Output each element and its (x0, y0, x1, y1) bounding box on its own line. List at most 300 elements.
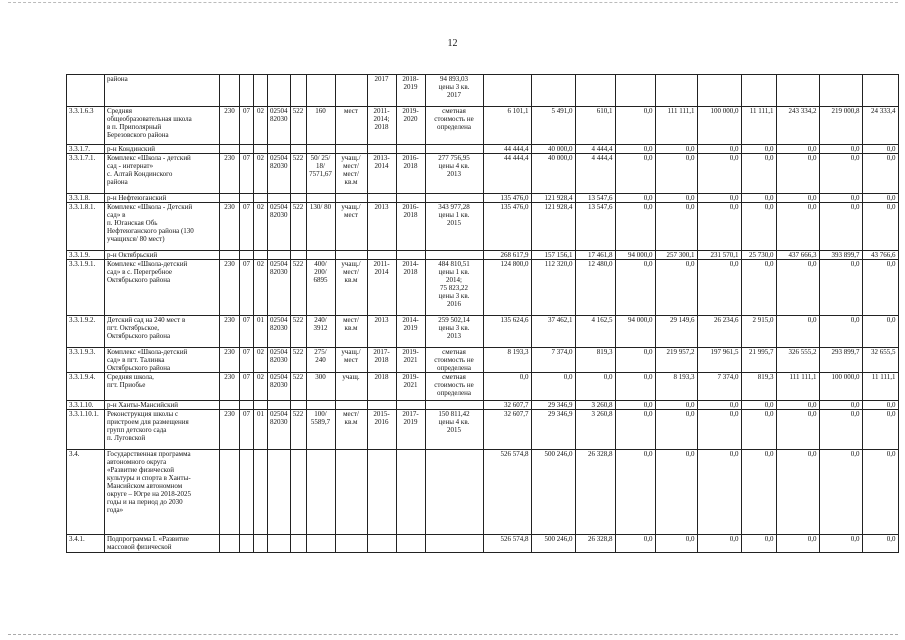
table-row (67, 107, 899, 145)
table-frame (66, 74, 899, 553)
cell-local-budget-2019: 0,0 (741, 535, 776, 553)
cell-district-budget-2018: 500 246,0 (531, 535, 575, 553)
cell-district-budget-2018: 40 000,0 (531, 145, 575, 154)
cell-total-2019: 0,0 (655, 154, 697, 194)
cell-target-article: 02504 82030 (268, 154, 291, 194)
cell-district-budget-2018: 40 000,0 (531, 154, 575, 194)
cell-row-number: 3.3.1.10. (67, 401, 105, 410)
cell-subsection-code (254, 75, 268, 107)
cell-district-budget-2018: 157 156,1 (531, 251, 575, 260)
cell-capacity-unit: мест (335, 107, 367, 145)
cell-total-2019: 111 111,1 (655, 107, 697, 145)
table-row (67, 260, 899, 316)
cell-total-2019: 0,0 (655, 260, 697, 316)
cell-construction-years: 2016- 2018 (396, 203, 425, 251)
cell-local-budget-2018: 17 461,8 (575, 251, 615, 260)
cell-district-budget-2019: 0,0 (697, 154, 741, 194)
cell-total-2020: 0,0 (776, 410, 819, 450)
cell-construction-years: 2014- 2019 (396, 316, 425, 348)
cell-construction-years (396, 145, 425, 154)
cell-district-budget-2020 (819, 75, 862, 107)
cell-grbs-code (220, 75, 240, 107)
cell-capacity (306, 535, 335, 553)
cell-section-code: 07 (240, 260, 254, 316)
cell-district-budget-2020: 0,0 (819, 203, 862, 251)
cell-expense-type (290, 450, 306, 535)
cell-capacity-unit: мест/ кв.м (335, 410, 367, 450)
cell-capacity: 100/ 5589,7 (306, 410, 335, 450)
cell-district-budget-2020: 293 899,7 (819, 348, 862, 373)
cell-total-2018: 44 444,4 (483, 145, 531, 154)
cell-local-budget-2018: 819,3 (575, 348, 615, 373)
table-row (67, 194, 899, 203)
cell-target-article: 02504 82030 (268, 348, 291, 373)
cell-expense-type: 522 (290, 154, 306, 194)
cell-target-article (268, 535, 291, 553)
cell-local-budget-2019: 0,0 (741, 450, 776, 535)
cell-row-number: 3.3.1.10.1. (67, 410, 105, 450)
cell-total-2018: 8 193,3 (483, 348, 531, 373)
cell-local-budget-2020: 32 655,5 (862, 348, 898, 373)
cell-grbs-code: 230 (220, 260, 240, 316)
cell-estimated-cost: 259 502,14 цены 3 кв. 2013 (425, 316, 483, 348)
cell-design-years: 2018 (367, 373, 396, 401)
cell-capacity (306, 251, 335, 260)
cell-construction-years (396, 251, 425, 260)
cell-other-2018: 0,0 (615, 410, 655, 450)
cell-total-2020 (776, 75, 819, 107)
cell-capacity-unit (335, 535, 367, 553)
cell-local-budget-2019: 11 111,1 (741, 107, 776, 145)
cell-target-article: 02504 82030 (268, 410, 291, 450)
cell-local-budget-2018: 0,0 (575, 373, 615, 401)
cell-design-years (367, 145, 396, 154)
cell-grbs-code (220, 535, 240, 553)
cell-capacity: 50/ 25/ 18/ 7571,67 (306, 154, 335, 194)
cell-district-budget-2019: 0,0 (697, 535, 741, 553)
cell-capacity: 130/ 80 (306, 203, 335, 251)
cell-capacity: 400/ 200/ 6895 (306, 260, 335, 316)
cell-subsection-code: 02 (254, 373, 268, 401)
page-number: 12 (447, 38, 458, 49)
cell-total-2018: 44 444,4 (483, 154, 531, 194)
cell-total-2020: 0,0 (776, 260, 819, 316)
cell-section-code (240, 75, 254, 107)
cell-total-2019: 0,0 (655, 203, 697, 251)
cell-expense-type: 522 (290, 316, 306, 348)
cell-design-years: 2013 (367, 203, 396, 251)
program-table (66, 74, 899, 553)
cell-expense-type: 522 (290, 410, 306, 450)
cell-design-years (367, 401, 396, 410)
cell-subsection-code: 02 (254, 260, 268, 316)
cell-subsection-code: 02 (254, 107, 268, 145)
cell-district-budget-2018: 500 246,0 (531, 450, 575, 535)
cell-target-article: 02504 82030 (268, 203, 291, 251)
cell-district-budget-2018: 37 462,1 (531, 316, 575, 348)
cell-total-2018: 135 476,0 (483, 203, 531, 251)
cell-design-years: 2017- 2018 (367, 348, 396, 373)
cell-other-2018: 0,0 (615, 194, 655, 203)
cell-object-name: р-н Нефтеюганский (105, 194, 220, 203)
cell-district-budget-2018 (531, 75, 575, 107)
cell-construction-years: 2019- 2020 (396, 107, 425, 145)
cell-total-2018: 135 624,6 (483, 316, 531, 348)
cell-subsection-code: 02 (254, 203, 268, 251)
cell-expense-type: 522 (290, 373, 306, 401)
table-row (67, 401, 899, 410)
cell-object-name: Реконструкция школы с пристроем для размещения групп детского сада п. Луговской (105, 410, 220, 450)
cell-estimated-cost (425, 145, 483, 154)
cell-grbs-code (220, 401, 240, 410)
cell-total-2019 (655, 75, 697, 107)
cell-district-budget-2018: 112 320,0 (531, 260, 575, 316)
cell-capacity (306, 75, 335, 107)
cell-total-2018: 135 476,0 (483, 194, 531, 203)
cell-design-years (367, 194, 396, 203)
cell-section-code: 07 (240, 107, 254, 145)
cell-local-budget-2020: 0,0 (862, 203, 898, 251)
cell-expense-type: 522 (290, 107, 306, 145)
cell-design-years: 2013- 2014 (367, 154, 396, 194)
cell-local-budget-2018: 3 260,8 (575, 401, 615, 410)
cell-total-2020: 0,0 (776, 316, 819, 348)
cell-total-2018: 32 607,7 (483, 401, 531, 410)
cell-total-2018: 6 101,1 (483, 107, 531, 145)
cell-district-budget-2018: 29 346,9 (531, 410, 575, 450)
cell-row-number: 3.4.1. (67, 535, 105, 553)
cell-total-2018 (483, 75, 531, 107)
cell-total-2020: 111 111,1 (776, 373, 819, 401)
cell-total-2018: 32 607,7 (483, 410, 531, 450)
cell-grbs-code (220, 194, 240, 203)
table-row (67, 75, 899, 107)
cell-section-code (240, 251, 254, 260)
cell-expense-type (290, 535, 306, 553)
cell-other-2018: 0,0 (615, 401, 655, 410)
cell-other-2018 (615, 75, 655, 107)
cell-estimated-cost (425, 194, 483, 203)
cell-total-2018: 268 617,9 (483, 251, 531, 260)
cell-grbs-code: 230 (220, 154, 240, 194)
cell-subsection-code: 02 (254, 348, 268, 373)
cell-local-budget-2020: 0,0 (862, 535, 898, 553)
cell-design-years: 2017 (367, 75, 396, 107)
cell-other-2018: 94 000,0 (615, 316, 655, 348)
cell-district-budget-2019: 0,0 (697, 410, 741, 450)
cell-capacity-unit: учащ./ мест/ мест/ кв.м (335, 154, 367, 194)
cell-grbs-code (220, 251, 240, 260)
cell-district-budget-2018: 121 928,4 (531, 203, 575, 251)
cell-expense-type: 522 (290, 260, 306, 316)
cell-construction-years: 2019- 2021 (396, 373, 425, 401)
cell-district-budget-2020: 0,0 (819, 260, 862, 316)
cell-district-budget-2019: 26 234,6 (697, 316, 741, 348)
cell-grbs-code: 230 (220, 316, 240, 348)
cell-row-number: 3.4. (67, 450, 105, 535)
cell-local-budget-2020: 24 333,4 (862, 107, 898, 145)
cell-other-2018: 94 000,0 (615, 251, 655, 260)
cell-expense-type: 522 (290, 203, 306, 251)
cell-estimated-cost: сметная стоимость не определена (425, 373, 483, 401)
cell-row-number: 3.3.1.9.3. (67, 348, 105, 373)
cell-object-name: Государственная программа автономного округа «Развитие физической культуры и спорта в Ханты- Мансийском автономном округе – Югре на 2018-2025 годы и на период до 2030 года» (105, 450, 220, 535)
cell-target-article: 02504 82030 (268, 373, 291, 401)
cell-capacity (306, 450, 335, 535)
scan-edge-top (8, 2, 898, 3)
cell-local-budget-2019: 0,0 (741, 145, 776, 154)
cell-section-code: 07 (240, 203, 254, 251)
cell-design-years (367, 535, 396, 553)
cell-target-article (268, 251, 291, 260)
table-row (67, 203, 899, 251)
cell-capacity (306, 145, 335, 154)
cell-design-years (367, 450, 396, 535)
cell-target-article: 02504 82030 (268, 107, 291, 145)
cell-object-name: Комплекс «Школа-детский сад» в с. Перегребное Октябрьского района (105, 260, 220, 316)
cell-object-name: р-н Октябрьский (105, 251, 220, 260)
cell-local-budget-2018: 610,1 (575, 107, 615, 145)
cell-total-2020: 243 334,2 (776, 107, 819, 145)
cell-target-article (268, 145, 291, 154)
cell-local-budget-2018: 26 328,8 (575, 535, 615, 553)
cell-other-2018: 0,0 (615, 260, 655, 316)
cell-construction-years: 2018- 2019 (396, 75, 425, 107)
cell-construction-years: 2014- 2018 (396, 260, 425, 316)
cell-estimated-cost (425, 401, 483, 410)
cell-other-2018: 0,0 (615, 107, 655, 145)
cell-district-budget-2019: 0,0 (697, 145, 741, 154)
cell-subsection-code: 02 (254, 154, 268, 194)
cell-total-2018: 0,0 (483, 373, 531, 401)
cell-target-article (268, 450, 291, 535)
table-row (67, 348, 899, 373)
cell-other-2018: 0,0 (615, 145, 655, 154)
table-row (67, 450, 899, 535)
cell-local-budget-2020: 0,0 (862, 401, 898, 410)
cell-estimated-cost (425, 251, 483, 260)
cell-grbs-code (220, 145, 240, 154)
cell-object-name: района (105, 75, 220, 107)
cell-capacity-unit (335, 450, 367, 535)
cell-local-budget-2019 (741, 75, 776, 107)
cell-local-budget-2020: 43 766,6 (862, 251, 898, 260)
cell-district-budget-2020: 393 899,7 (819, 251, 862, 260)
cell-object-name: Средняя школа, пгт. Приобье (105, 373, 220, 401)
cell-subsection-code (254, 535, 268, 553)
cell-district-budget-2020: 0,0 (819, 450, 862, 535)
cell-local-budget-2018: 13 547,6 (575, 203, 615, 251)
cell-total-2019: 257 300,1 (655, 251, 697, 260)
table-row (67, 316, 899, 348)
cell-local-budget-2019: 25 730,0 (741, 251, 776, 260)
cell-section-code: 07 (240, 348, 254, 373)
cell-district-budget-2019: 197 961,5 (697, 348, 741, 373)
cell-local-budget-2018 (575, 75, 615, 107)
table-row (67, 251, 899, 260)
cell-total-2019: 0,0 (655, 450, 697, 535)
table-row (67, 373, 899, 401)
cell-row-number: 3.3.1.8.1. (67, 203, 105, 251)
cell-capacity-unit: учащ./ мест/ кв.м (335, 260, 367, 316)
cell-subsection-code (254, 194, 268, 203)
cell-expense-type (290, 194, 306, 203)
cell-other-2018: 0,0 (615, 203, 655, 251)
cell-district-budget-2019: 100 000,0 (697, 107, 741, 145)
cell-district-budget-2018: 7 374,0 (531, 348, 575, 373)
cell-subsection-code (254, 450, 268, 535)
cell-row-number: 3.3.1.6.3 (67, 107, 105, 145)
cell-row-number: 3.3.1.7.1. (67, 154, 105, 194)
cell-district-budget-2020: 0,0 (819, 194, 862, 203)
cell-subsection-code (254, 251, 268, 260)
cell-grbs-code: 230 (220, 107, 240, 145)
cell-subsection-code (254, 401, 268, 410)
cell-total-2020: 0,0 (776, 401, 819, 410)
cell-target-article (268, 401, 291, 410)
cell-capacity (306, 401, 335, 410)
cell-capacity-unit (335, 75, 367, 107)
cell-design-years: 2013 (367, 316, 396, 348)
cell-capacity: 240/ 3912 (306, 316, 335, 348)
cell-expense-type: 522 (290, 348, 306, 373)
cell-object-name: Комплекс «Школа-детский сад» в пгт. Талинка Октябрьского района (105, 348, 220, 373)
table-body (67, 75, 899, 553)
cell-total-2019: 0,0 (655, 410, 697, 450)
cell-district-budget-2019: 231 570,1 (697, 251, 741, 260)
cell-district-budget-2020: 0,0 (819, 316, 862, 348)
cell-total-2019: 219 957,2 (655, 348, 697, 373)
cell-subsection-code (254, 145, 268, 154)
cell-row-number (67, 75, 105, 107)
cell-grbs-code: 230 (220, 410, 240, 450)
cell-capacity-unit (335, 194, 367, 203)
cell-other-2018: 0,0 (615, 348, 655, 373)
cell-estimated-cost (425, 535, 483, 553)
cell-local-budget-2018: 13 547,6 (575, 194, 615, 203)
cell-total-2018: 526 574,8 (483, 535, 531, 553)
cell-object-name: Комплекс «Школа - детский сад - интернат» с. Алтай Кондинского района (105, 154, 220, 194)
cell-capacity-unit (335, 145, 367, 154)
cell-total-2020: 326 555,2 (776, 348, 819, 373)
cell-object-name: р-н Кондинский (105, 145, 220, 154)
cell-district-budget-2018: 121 928,4 (531, 194, 575, 203)
cell-grbs-code: 230 (220, 348, 240, 373)
cell-object-name: Подпрограмма I. «Развитие массовой физической (105, 535, 220, 553)
cell-local-budget-2018: 4 162,5 (575, 316, 615, 348)
cell-capacity-unit: учащ. (335, 373, 367, 401)
cell-object-name: Детский сад на 240 мест в пгт. Октябрьское, Октябрьского района (105, 316, 220, 348)
cell-row-number: 3.3.1.7. (67, 145, 105, 154)
cell-estimated-cost: 150 811,42 цены 4 кв. 2015 (425, 410, 483, 450)
cell-estimated-cost: 484 810,51 цены 1 кв. 2014; 75 823,22 цены 3 кв. 2016 (425, 260, 483, 316)
cell-district-budget-2018: 29 346,9 (531, 401, 575, 410)
cell-capacity: 275/ 240 (306, 348, 335, 373)
cell-total-2020: 0,0 (776, 535, 819, 553)
cell-district-budget-2018: 5 491,0 (531, 107, 575, 145)
cell-local-budget-2019: 0,0 (741, 401, 776, 410)
cell-row-number: 3.3.1.8. (67, 194, 105, 203)
cell-row-number: 3.3.1.9.2. (67, 316, 105, 348)
cell-capacity: 300 (306, 373, 335, 401)
cell-total-2019: 0,0 (655, 535, 697, 553)
cell-construction-years: 2019- 2021 (396, 348, 425, 373)
cell-capacity-unit (335, 401, 367, 410)
cell-capacity: 160 (306, 107, 335, 145)
cell-construction-years: 2016- 2018 (396, 154, 425, 194)
cell-section-code (240, 401, 254, 410)
cell-local-budget-2018: 26 328,8 (575, 450, 615, 535)
cell-total-2019: 0,0 (655, 145, 697, 154)
cell-total-2020: 0,0 (776, 145, 819, 154)
cell-local-budget-2020: 0,0 (862, 450, 898, 535)
cell-other-2018: 0,0 (615, 154, 655, 194)
cell-subsection-code: 01 (254, 316, 268, 348)
cell-district-budget-2020: 0,0 (819, 145, 862, 154)
table-row (67, 154, 899, 194)
cell-total-2020: 0,0 (776, 450, 819, 535)
cell-row-number: 3.3.1.9. (67, 251, 105, 260)
cell-grbs-code: 230 (220, 203, 240, 251)
cell-design-years (367, 251, 396, 260)
cell-district-budget-2019: 0,0 (697, 194, 741, 203)
cell-local-budget-2019: 0,0 (741, 154, 776, 194)
cell-section-code (240, 194, 254, 203)
cell-section-code: 07 (240, 373, 254, 401)
scan-edge-bottom (8, 634, 898, 635)
cell-district-budget-2020: 0,0 (819, 154, 862, 194)
cell-other-2018: 0,0 (615, 373, 655, 401)
cell-capacity-unit: учащ./ мест (335, 203, 367, 251)
cell-row-number: 3.3.1.9.1. (67, 260, 105, 316)
cell-total-2018: 526 574,8 (483, 450, 531, 535)
cell-local-budget-2020: 0,0 (862, 145, 898, 154)
cell-capacity (306, 194, 335, 203)
cell-district-budget-2018: 0,0 (531, 373, 575, 401)
cell-total-2019: 0,0 (655, 401, 697, 410)
cell-local-budget-2019: 0,0 (741, 194, 776, 203)
cell-district-budget-2020: 219 000,8 (819, 107, 862, 145)
cell-estimated-cost: сметная стоимость не определена (425, 348, 483, 373)
cell-district-budget-2020: 0,0 (819, 401, 862, 410)
cell-district-budget-2019: 0,0 (697, 260, 741, 316)
cell-capacity-unit (335, 251, 367, 260)
cell-object-name: Комплекс «Школа - Детский сад» в п. Юганская Обь Нефтеюганского района (130 учащихся/ 80 мест) (105, 203, 220, 251)
cell-local-budget-2018: 4 444,4 (575, 154, 615, 194)
cell-expense-type (290, 401, 306, 410)
cell-expense-type (290, 251, 306, 260)
cell-local-budget-2019: 0,0 (741, 203, 776, 251)
cell-target-article (268, 194, 291, 203)
cell-local-budget-2019: 0,0 (741, 260, 776, 316)
cell-local-budget-2020 (862, 75, 898, 107)
cell-district-budget-2019: 0,0 (697, 450, 741, 535)
cell-estimated-cost: сметная стоимость не определена (425, 107, 483, 145)
cell-capacity-unit: учащ./ мест (335, 348, 367, 373)
cell-capacity-unit: мест/ кв.м (335, 316, 367, 348)
cell-local-budget-2018: 12 480,0 (575, 260, 615, 316)
cell-section-code (240, 450, 254, 535)
cell-object-name: р-н Ханты-Мансийский (105, 401, 220, 410)
cell-local-budget-2020: 0,0 (862, 316, 898, 348)
cell-district-budget-2020: 100 000,0 (819, 373, 862, 401)
cell-construction-years: 2017- 2019 (396, 410, 425, 450)
cell-local-budget-2019: 0,0 (741, 410, 776, 450)
cell-construction-years (396, 450, 425, 535)
cell-district-budget-2019: 7 374,0 (697, 373, 741, 401)
cell-local-budget-2020: 0,0 (862, 410, 898, 450)
cell-district-budget-2019: 0,0 (697, 401, 741, 410)
